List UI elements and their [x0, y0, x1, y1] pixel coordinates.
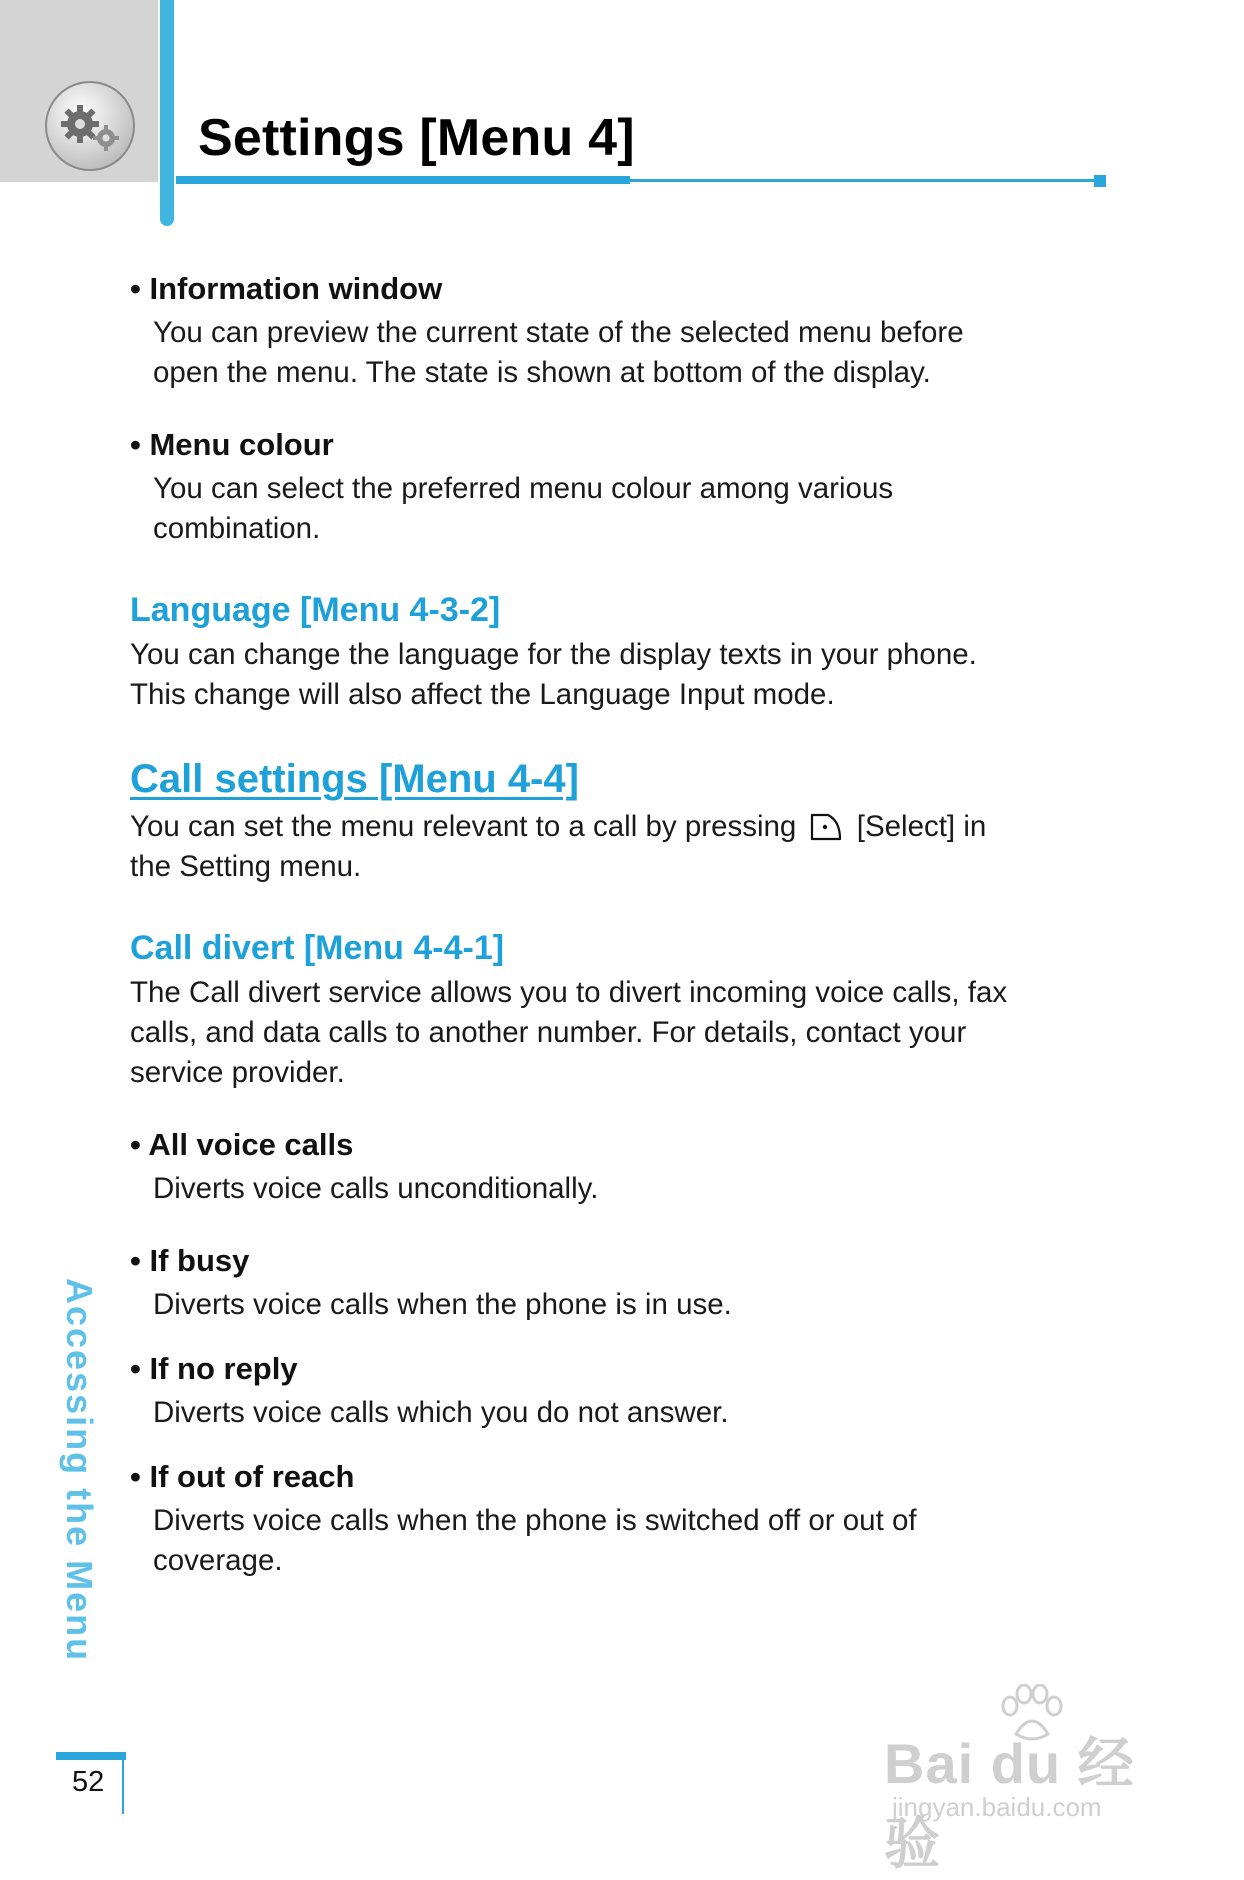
section-text: This change will also affect the Language Input mode.: [130, 678, 835, 711]
watermark: [884, 1684, 1174, 1875]
page-number-rule: [56, 1752, 126, 1760]
call-settings-text-before: You can set the menu relevant to a call by pressing: [130, 810, 797, 843]
section-title: • Menu colour: [130, 427, 334, 462]
section-text: [130, 807, 1110, 847]
section-text: calls, and data calls to another number. For details, contact your: [130, 1016, 967, 1049]
section-text: the Setting menu.: [130, 850, 362, 883]
heading-call-settings: Call settings [Menu 4-4]: [130, 757, 579, 801]
title-underline-thick: [176, 176, 630, 184]
section-text: You can select the preferred menu colour among various: [153, 472, 894, 505]
title-underline-end: [1094, 175, 1106, 187]
section-text: coverage.: [153, 1544, 283, 1577]
watermark-url: jingyan.baidu.com: [892, 1792, 1102, 1822]
header-vertical-bar: [160, 0, 174, 226]
page-number-divider: [122, 1760, 124, 1814]
subheading-language: Language [Menu 4-3-2]: [130, 591, 501, 629]
sidebar-label: Accessing the Menu: [59, 1278, 100, 1663]
section-text: Diverts voice calls which you do not answer.: [153, 1396, 729, 1429]
section-text: open the menu. The state is shown at bottom of the display.: [153, 356, 931, 389]
select-key-icon: [809, 812, 843, 842]
section-title: • If out of reach: [130, 1459, 355, 1494]
section-text: Diverts voice calls when the phone is switched off or out of: [153, 1504, 917, 1537]
section-text: Diverts voice calls unconditionally.: [153, 1172, 599, 1205]
watermark-brand: Bai du 经验: [884, 1732, 1135, 1875]
section-title: • All voice calls: [130, 1127, 354, 1162]
section-text: The Call divert service allows you to divert incoming voice calls, fax: [130, 976, 1008, 1009]
gear-icon: [44, 80, 136, 172]
section-text: You can preview the current state of the selected menu before: [153, 316, 964, 349]
section-text: combination.: [153, 512, 321, 545]
page-content: [130, 265, 1110, 1581]
page-title: Settings [Menu 4]: [198, 109, 635, 167]
title-underline-thin: [630, 179, 1096, 182]
section-title: • If busy: [130, 1243, 250, 1278]
section-title: • If no reply: [130, 1351, 298, 1386]
section-text: You can change the language for the display texts in your phone.: [130, 638, 977, 671]
section-text: Diverts voice calls when the phone is in use.: [153, 1288, 732, 1321]
page-number: 52: [72, 1766, 105, 1798]
subheading-call-divert: Call divert [Menu 4-4-1]: [130, 929, 505, 967]
call-settings-text-after: [Select] in: [856, 810, 987, 843]
section-text: service provider.: [130, 1056, 345, 1089]
section-title: • Information window: [130, 271, 443, 306]
